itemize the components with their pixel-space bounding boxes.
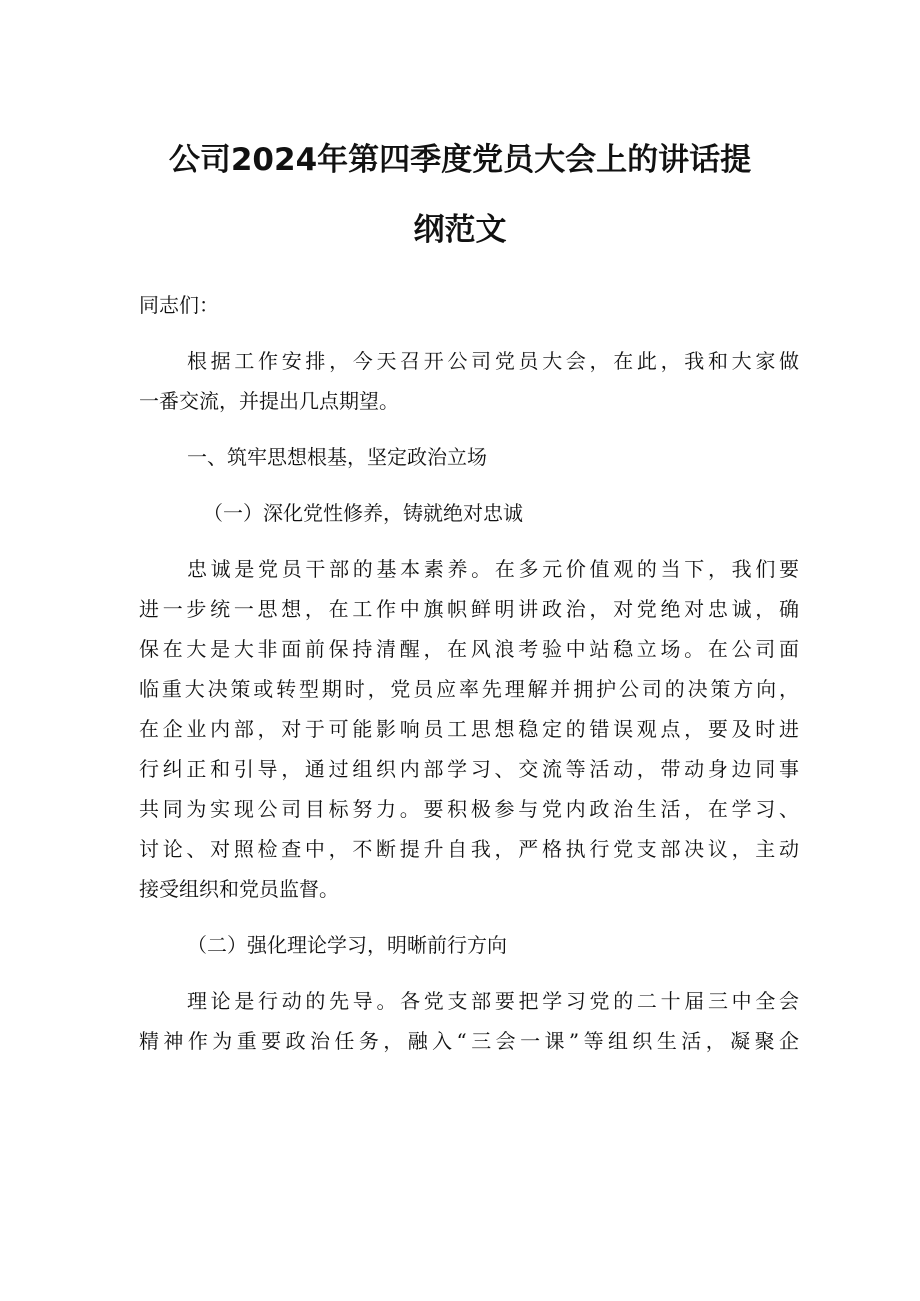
paragraph-1-line-1: 忠诚是党员干部的基本素养。在多元价值观的当下，我们要	[187, 557, 799, 581]
paragraph-1-line-5: 在企业内部，对于可能影响员工思想稳定的错误观点，要及时进	[139, 717, 799, 741]
paragraph-1-line-2: 进一步统一思想，在工作中旗帜鲜明讲政治，对党绝对忠诚，确	[139, 597, 799, 621]
paragraph-1-line-7: 共同为实现公司目标努力。要积极参与党内政治生活，在学习、	[139, 797, 799, 821]
document-title-line-1: 公司2024年第四季度党员大会上的讲话提	[168, 142, 752, 178]
subsection-2-heading: （二）强化理论学习，明晰前行方向	[187, 933, 507, 957]
document-title-line-2: 纲范文	[413, 212, 507, 248]
document-body	[139, 285, 799, 1061]
salutation: 同志们：	[139, 293, 219, 317]
intro-line-1: 根据工作安排，今天召开公司党员大会，在此，我和大家做	[187, 349, 799, 373]
paragraph-2-line-1: 理论是行动的先导。各党支部要把学习党的二十届三中全会	[187, 989, 799, 1013]
paragraph-1-line-4: 临重大决策或转型期时，党员应率先理解并拥护公司的决策方向，	[139, 677, 799, 701]
section-1-heading: 一、筑牢思想根基，坚定政治立场	[187, 445, 487, 469]
paragraph-1-line-6: 行纠正和引导，通过组织内部学习、交流等活动，带动身边同事	[139, 757, 799, 781]
subsection-1-heading: （一）深化党性修养，铸就绝对忠诚	[203, 501, 523, 525]
paragraph-1-line-3: 保在大是大非面前保持清醒，在风浪考验中站稳立场。在公司面	[139, 637, 799, 661]
paragraph-1-line-8: 讨论、对照检查中，不断提升自我，严格执行党支部决议，主动	[139, 837, 799, 861]
paragraph-1-line-9: 接受组织和党员监督。	[139, 877, 339, 901]
paragraph-2-line-2: 精神作为重要政治任务，融入“三会一课”等组织生活，凝聚企	[139, 1029, 799, 1053]
intro-line-2: 一番交流，并提出几点期望。	[139, 389, 399, 413]
